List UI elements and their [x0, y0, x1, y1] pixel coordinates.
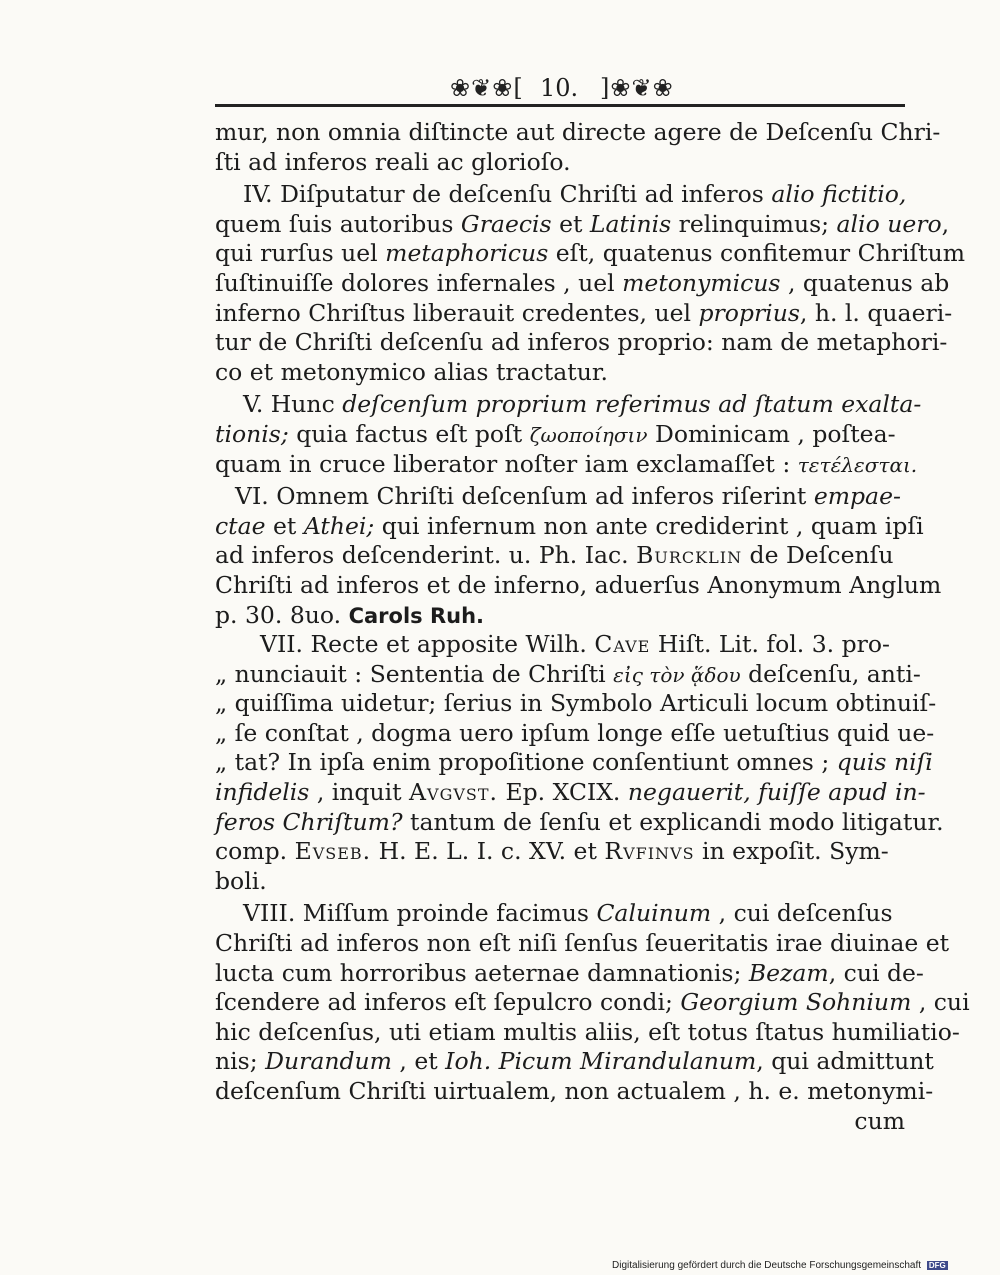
text-line: „ quiſſima uidetur; ſerius in Symbolo Articuli locum obtinuiſ-	[215, 689, 937, 718]
paragraph-iv-line: IV. Diſputatur de deſcenſu Chriſti ad inferos alio fictitio,	[243, 180, 907, 209]
text-line: ctae et Athei; qui infernum non ante crediderint , quam ipſi	[215, 511, 924, 540]
text-line: feros Chriſtum? tantum de ſenſu et explicandi modo litigatur.	[215, 807, 944, 836]
dfg-logo: DFG	[928, 1260, 946, 1270]
text-line: „ ſe conſtat , dogma uero ipſum longe eſſe uetuſtius quid ue-	[215, 718, 935, 747]
body-text	[215, 118, 970, 1136]
credit-text: Digitalisierung gefördert durch die Deutsche Forschungsgemeinschaft	[612, 1260, 922, 1271]
page-header	[215, 70, 905, 106]
text-line: ſuſtinuiſſe dolores infernales , uel metonymicus , quatenus ab	[215, 268, 950, 297]
text-line: Chriſti ad inferos et de inferno, aduerſus Anonymum Anglum	[215, 570, 942, 599]
header-ornament-left: ❀❦❀[	[450, 74, 524, 102]
text-line: ſcendere ad inferos eſt ſepulcro condi; Georgium Sohnium , cui	[215, 988, 970, 1017]
text-line: nis; Durandum , et Ioh. Picum Mirandulanum, qui admittunt	[215, 1047, 934, 1076]
text-line: inferno Chriſtus liberauit credentes, uel proprius, h. l. quaeri-	[215, 298, 953, 327]
text-line: infidelis , inquit Avgvst. Ep. XCIX. negauerit, fuiſſe apud in-	[215, 778, 926, 807]
text-line: ad inferos deſcenderint. u. Ph. Iac. Burcklin de Deſcenſu	[215, 541, 894, 570]
page-number: 10.	[540, 74, 579, 102]
text-line: tionis; quia factus eſt poſt ζωοποίησιν Dominicam , poſtea-	[215, 419, 896, 448]
text-line: Chriſti ad inferos non eſt niſi ſenſus ſeueritatis irae diuinae et	[215, 929, 950, 958]
paragraph-viii-line: VIII. Miſſum proinde facimus Caluinum , cui deſcenſus	[243, 899, 893, 928]
text-line: qui rurſus uel metaphoricus eſt, quatenus confitemur Chriſtum	[215, 239, 966, 268]
text-line: comp. Evseb. H. E. L. I. c. XV. et Rvfinvs in expoſit. Sym-	[215, 837, 889, 866]
paragraph-v-line: V. Hunc deſcenſum proprium referimus ad ſtatum exalta-	[243, 390, 922, 419]
text-line: „ tat? In ipſa enim propoſitione conſentiunt omnes ; quis niſi	[215, 748, 933, 777]
header-ornament-right: ]❀❦❀	[600, 74, 674, 102]
header-rule	[215, 104, 905, 107]
text-line: „ nunciauit : Sententia de Chriſti εἰς τὸν ᾅδου deſcenſu, anti-	[215, 659, 921, 688]
text-line: deſcenſum Chriſti uirtualem, non actualem , h. e. metonymi-	[215, 1077, 934, 1105]
text-line: tur de Chriſti deſcenſu ad inferos proprio: nam de metaphori-	[215, 328, 948, 357]
catchword: cum	[854, 1106, 905, 1135]
text-line: mur, non omnia diſtincte aut directe agere de Deſcenſu Chri-	[215, 118, 941, 146]
digitization-credit	[612, 1260, 948, 1271]
text-line: boli.	[215, 866, 267, 895]
text-line: co et metonymico alias tractatur.	[215, 357, 608, 386]
text-line: lucta cum horroribus aeternae damnationis; Bezam, cui de-	[215, 958, 924, 987]
text-line: ſti ad inferos reali ac glorioſo.	[215, 147, 571, 176]
text-line: p. 30. 8uo. Carols Ruh.	[215, 600, 485, 629]
text-line: quem ſuis autoribus Graecis et Latinis relinquimus; alio uero,	[215, 209, 950, 238]
text-line: hic deſcenſus, uti etiam multis aliis, eſt totus ſtatus humiliatio-	[215, 1017, 960, 1046]
text-line: quam in cruce liberator noſter iam exclamaſſet : τετέλεσται.	[215, 449, 918, 478]
paragraph-vi-line: VI. Omnem Chriſti deſcenſum ad inferos riſerint empae-	[235, 482, 901, 511]
paragraph-vii-line: VII. Recte et apposite Wilh. Cave Hiſt. Lit. fol. 3. pro-	[260, 630, 890, 659]
